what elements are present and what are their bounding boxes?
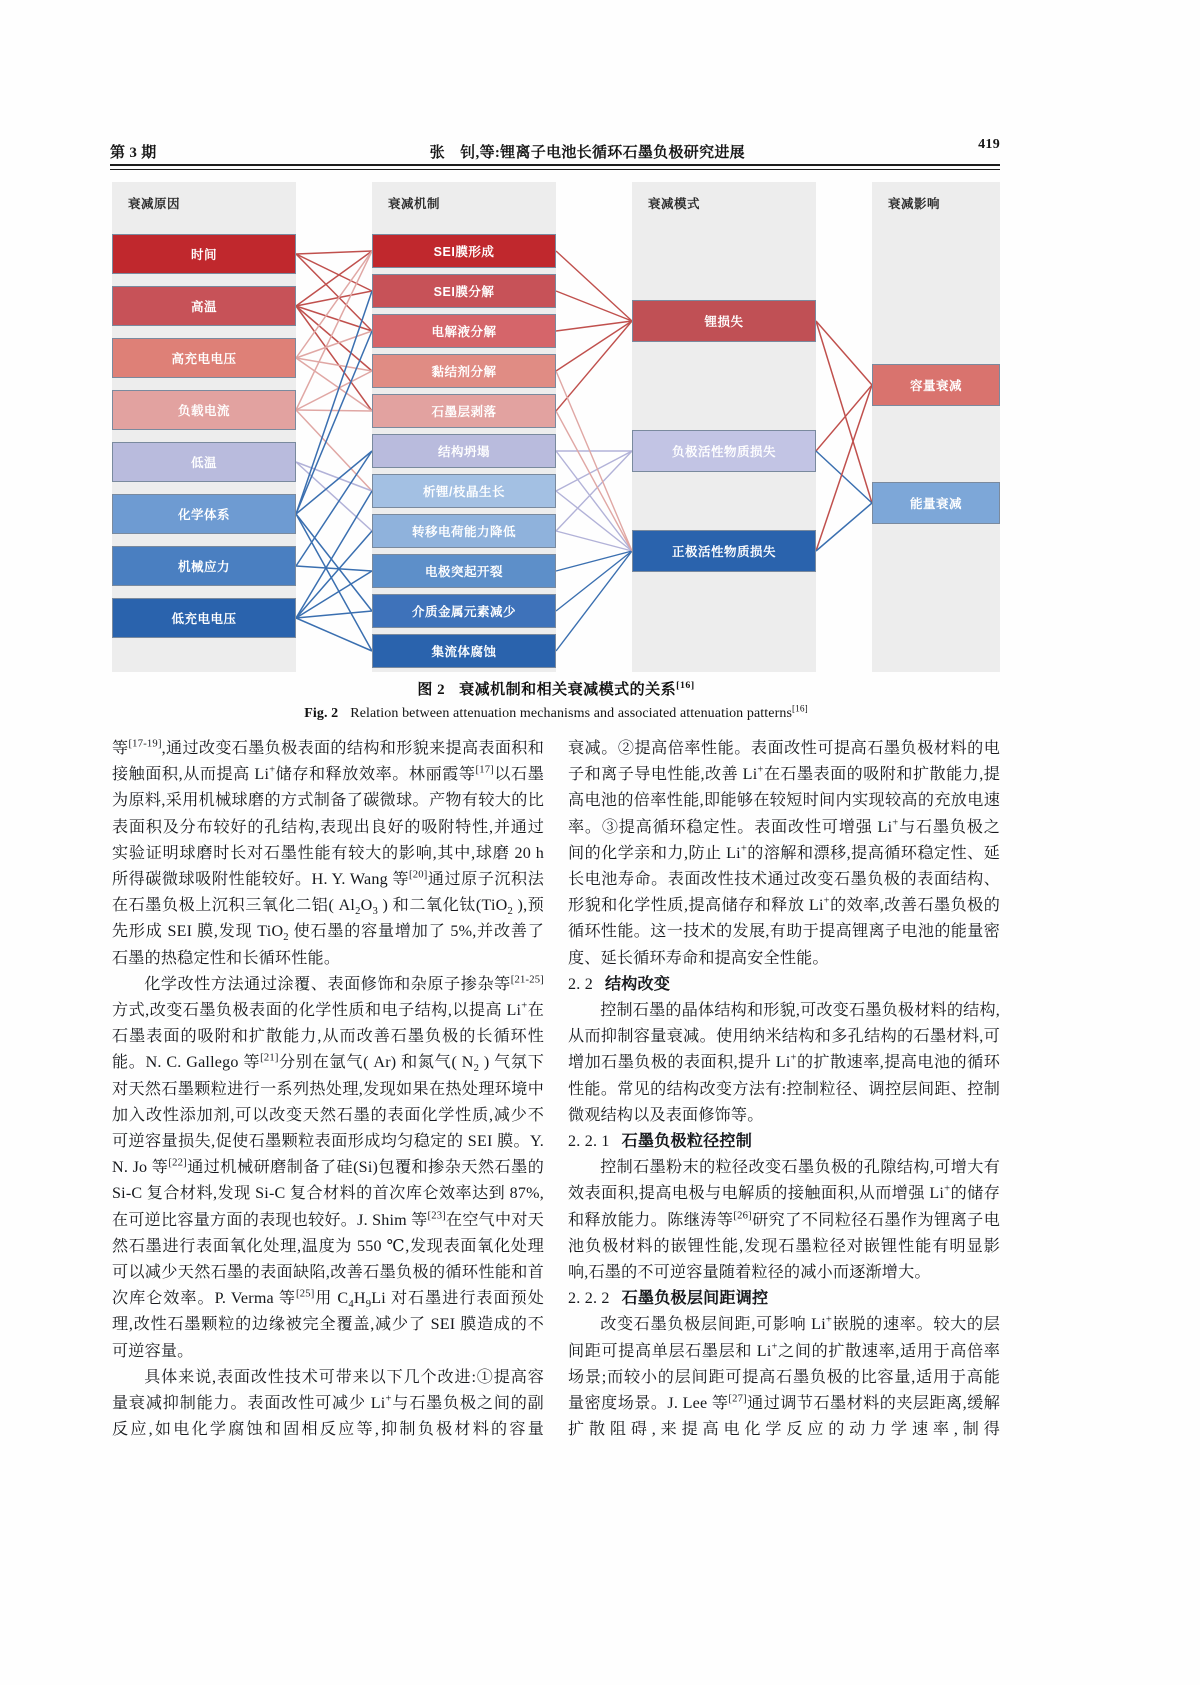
section-number: 2. 2 <box>568 975 593 993</box>
figure-caption-cn-ref: [16] <box>676 680 695 691</box>
header-rule-thick <box>110 164 1000 166</box>
node-cause-5 <box>112 494 296 534</box>
figure-caption-en-label: Fig. 2 <box>304 706 339 721</box>
node-cause-6 <box>112 546 296 586</box>
header-rule-thin <box>110 169 1000 170</box>
figure-column-impacts <box>872 182 1000 672</box>
page-number: 419 <box>978 137 1000 152</box>
node-mechanism-6 <box>372 474 556 508</box>
body-paragraph: 化学改性方法通过涂覆、表面修饰和杂原子掺杂等[21-25]方式,改变石墨负极表面的化学性质和电子结构,以提高 Li+在石墨表面的吸附和扩散能力,从而改善石墨负极的长循环性能。N. C. Gallego 等[21]分别在氩气( Ar) 和氮气( $N_2$ ) 气氛下对天然石墨颗粒进行一系列热处理,发现如果在热处理环境中加入改性添加剂,可以改变天然石墨的表面化学性质,减少不可逆容量损失,促使石墨颗粒表面形成均匀稳定的 SEI 膜。Y. N. Jo 等[22]通过机械研磨制备了硅(Si)包覆和掺杂天然石墨的 Si-C 复合材料,发现 Si-C 复合材料的首次库仑效率达到 87%,在可逆比容量方面的表现也较好。J. Shim 等[23]在空气中对天然石墨进行表面氧化处理,温度为 550 ℃,发现表面氧化处理可以减少天然石墨的表面缺陷,改善石墨负极的循环性能和首次库仑效率。P. Verma 等[25]用 $C_4H_9Li$ 对石墨进行表面预处理,改性石墨颗粒的边缘被完全覆盖,减少了 SEI 膜造成的不可逆容量。 <box>112 974 545 1360</box>
node-cause-7 <box>112 598 296 638</box>
figure-column-title-causes: 衰减原因 <box>128 197 181 211</box>
node-label: 正极活性物质损失 <box>671 545 776 559</box>
figure-caption-en <box>112 703 1000 722</box>
node-label: 负载电流 <box>177 404 230 418</box>
running-head <box>110 132 1000 162</box>
node-label: 低温 <box>190 456 217 470</box>
node-label: 负极活性物质损失 <box>671 445 776 459</box>
node-label: SEI膜形成 <box>433 245 495 259</box>
node-mechanism-3 <box>372 354 556 388</box>
node-mechanism-10 <box>372 634 556 668</box>
body-paragraph: 等[17-19],通过改变石墨负极表面的结构和形貌来提高表面积和接触面积,从而提高 Li+储存和释放效率。林丽霞等[17]以石墨为原料,采用机械球磨的方式制备了碳微球。产物有较大的比表面积及分布较好的孔结构,表现出良好的吸附特性,并通过实验证明球磨时长对石墨性能有较大的影响,其中,球磨 20 h 所得碳微球吸附性能较好。H. Y. Wang 等[20]通过原子沉积法在石墨负极上沉积三氧化二铝( $Al_2O_3$ ) 和二氧化钛(TiO$_2$ ),预先形成 SEI 膜,发现 TiO$_2$ 使石墨的容量增加了 5%,并改善了石墨的热稳定性和长循环性能。 <box>112 738 545 967</box>
node-cause-1 <box>112 286 296 326</box>
section-heading <box>568 1286 1000 1312</box>
node-mechanism-2 <box>372 314 556 348</box>
section-heading <box>568 972 1000 998</box>
node-label: 机械应力 <box>177 560 230 574</box>
figure-column-patterns <box>632 182 816 672</box>
figure-column-title-impacts: 衰减影响 <box>888 197 941 211</box>
node-mechanism-0 <box>372 234 556 268</box>
node-pattern-1 <box>632 430 816 472</box>
node-label: 锂损失 <box>704 315 744 329</box>
section-number: 2. 2. 2 <box>568 1290 610 1308</box>
node-cause-2 <box>112 338 296 378</box>
section-title: 石墨负极粒径控制 <box>621 1133 752 1151</box>
node-label: 容量衰减 <box>909 379 962 393</box>
node-label: 析锂/枝晶生长 <box>423 485 505 499</box>
figure-column-title-mechanisms: 衰减机制 <box>388 197 441 211</box>
section-heading <box>568 1129 1000 1155</box>
body-paragraph: 控制石墨的晶体结构和形貌,可改变石墨负极材料的结构,从而抑制容量衰减。使用纳米结构和多孔结构的石墨材料,可增加石墨负极的表面积,提升 Li+的扩散速率,提高电池的循环性能。常见的结构改变方法有:控制粒径、调控层间距、控制微观结构以及表面修饰等。 <box>568 1002 1000 1124</box>
node-label: 黏结剂分解 <box>431 365 497 379</box>
section-title: 结构改变 <box>604 975 671 993</box>
body-paragraph: 衰减。②提高倍率性能。表面改性可提高石墨负极材料的电子和离子导电性能,改善 Li+在石墨表面的吸附和扩散能力,提高电池的倍率性能,即能够在较短时间内实现较高的充放电速率。③提高循环稳定性。表面改性可增强 Li+与石墨负极之间的化学亲和力,防止 Li+的溶解和漂移,提高循环稳定性、延长电池寿命。表面改性技术通过改变石墨负极的表面结构、形貌和化学性质,提高储存和释放 Li+的效率,改善石墨负极的循环性能。这一技术的发展,有助于提高锂离子电池的能量密度、延长循环寿命和提高安全性能。 <box>568 740 1000 967</box>
node-impact-0 <box>872 364 1000 406</box>
node-cause-3 <box>112 390 296 430</box>
node-label: 时间 <box>190 248 217 262</box>
node-label: 集流体腐蚀 <box>431 645 497 659</box>
node-mechanism-1 <box>372 274 556 308</box>
figure-caption-cn-text: 衰减机制和相关衰减模式的关系 <box>459 682 677 698</box>
node-label: 低充电电压 <box>171 612 237 626</box>
node-label: 石墨层剥落 <box>431 405 497 419</box>
node-pattern-2 <box>632 530 816 572</box>
node-mechanism-9 <box>372 594 556 628</box>
body-paragraph: 具体来说,表面改性技术可带来以下几个改进:①提高容量衰减抑制能力。表面改性可减少 Li+与石墨负极之间的副反应,如电化学腐蚀和固相反应等,抑制负极材料的容量 <box>112 1368 544 1439</box>
node-mechanism-8 <box>372 554 556 588</box>
figure-caption-cn <box>112 678 1000 699</box>
node-impact-1 <box>872 482 1000 524</box>
node-mechanism-4 <box>372 394 556 428</box>
node-cause-0 <box>112 234 296 274</box>
node-label: 高充电电压 <box>171 352 237 366</box>
node-label: 能量衰减 <box>909 497 962 511</box>
running-head-title: 张 钊,等:锂离子电池长循环石墨负极研究进展 <box>429 145 745 161</box>
node-label: 结构坍塌 <box>437 445 490 459</box>
node-cause-4 <box>112 442 296 482</box>
section-number: 2. 2. 1 <box>568 1133 610 1151</box>
node-label: 化学体系 <box>177 508 230 522</box>
figure-caption-cn-label: 图 2 <box>417 682 446 698</box>
node-label: 电极突起开裂 <box>424 565 503 579</box>
section-title: 石墨负极层间距调控 <box>621 1290 769 1308</box>
node-label: 高温 <box>190 300 217 314</box>
body-paragraph: 改变石墨负极层间距,可影响 Li+嵌脱的速率。较大的层间距可提高单层石墨层和 Li+之间的扩散速率,适用于高倍率场景;而较小的层间距可提高石墨负极的比容量,适用于高能量密度场景。J. Lee 等[27]通过调节石墨材料的夹层距离,缓解扩散阻碍,来提高电化学反应的动力学速率,制得 <box>568 1315 1000 1439</box>
figure-caption-en-ref: [16] <box>792 703 808 714</box>
body-column-right <box>568 736 1000 1443</box>
node-label: 电解液分解 <box>431 325 497 339</box>
figure-2-diagram <box>112 182 1000 672</box>
node-label: 介质金属元素减少 <box>411 605 516 619</box>
node-mechanism-5 <box>372 434 556 468</box>
node-label: 转移电荷能力降低 <box>411 525 516 539</box>
node-mechanism-7 <box>372 514 556 548</box>
running-head-issue: 第 3 期 <box>110 145 157 161</box>
node-label: SEI膜分解 <box>433 285 495 299</box>
node-pattern-0 <box>632 300 816 342</box>
figure-caption-en-text: Relation between attenuation mechanisms and associated attenuation patterns <box>350 706 792 721</box>
body-paragraph: 控制石墨粉末的粒径改变石墨负极的孔隙结构,可增大有效表面积,提高电极与电解质的接触面积,从而增强 Li+的储存和释放能力。陈继涛等[26]研究了不同粒径石墨作为锂离子电池负极材料的嵌锂性能,发现石墨粒径对嵌锂性能有明显影响,石墨的不可逆容量随着粒径的减小而逐渐增大。 <box>568 1159 1000 1282</box>
body-column-left <box>112 736 544 1443</box>
figure-column-title-patterns: 衰减模式 <box>648 197 701 211</box>
